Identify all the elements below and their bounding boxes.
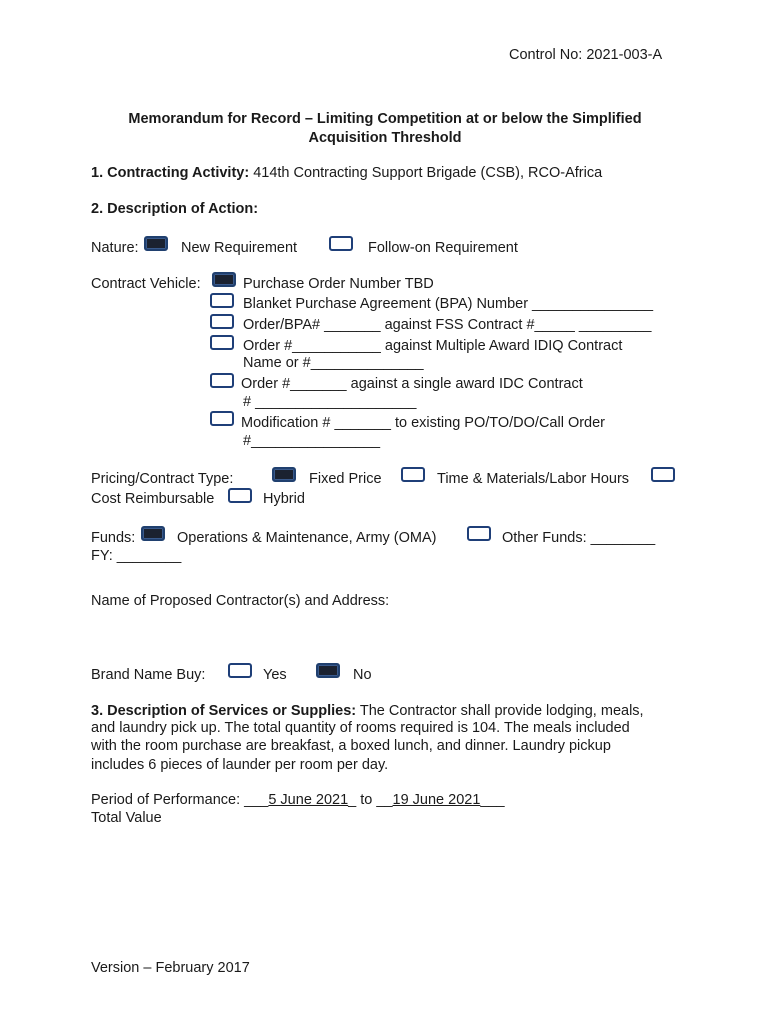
description-services-text1: The Contractor shall provide lodging, meals, [356, 703, 644, 719]
order-idiq-text: Order #___________ against Multiple Award IDIQ Contract [243, 338, 623, 354]
order-bpa-fss-checkbox[interactable] [210, 314, 234, 329]
period-mid: _ to __ [348, 792, 393, 808]
modification-checkbox[interactable] [210, 411, 234, 426]
new-requirement-label: New Requirement [181, 240, 298, 256]
purchase-order-text: Purchase Order Number TBD [243, 276, 434, 292]
pricing-contract-type-label: Pricing/Contract Type: [91, 471, 234, 487]
order-idiq-text-line2: Name or #______________ [243, 355, 424, 371]
cost-reimbursable-checkbox[interactable] [651, 467, 675, 482]
bpa-checkbox[interactable] [210, 293, 234, 308]
proposed-contractor-label: Name of Proposed Contractor(s) and Address: [91, 593, 390, 609]
contracting-activity-label: 1. Contracting Activity: [91, 165, 250, 181]
period-start-date: 5 June 2021 [268, 792, 349, 808]
brand-name-buy-label: Brand Name Buy: [91, 667, 206, 683]
purchase-order-checkbox[interactable] [212, 272, 236, 287]
oma-label: Operations & Maintenance, Army (OMA) [177, 530, 437, 546]
hybrid-checkbox[interactable] [228, 488, 252, 503]
order-single-idc-text-line2: # ____________________ [243, 394, 417, 410]
other-funds-checkbox[interactable] [467, 526, 491, 541]
description-services-line1 [91, 703, 644, 719]
new-requirement-checkbox[interactable] [144, 236, 168, 251]
cost-reimbursable-label: Cost Reimbursable [91, 491, 215, 507]
nature-label: Nature: [91, 240, 139, 256]
fixed-price-checkbox[interactable] [272, 467, 296, 482]
hybrid-label: Hybrid [263, 491, 305, 507]
follow-on-requirement-label: Follow-on Requirement [368, 240, 518, 256]
description-services-line4: includes 6 pieces of launder per room per day. [91, 757, 389, 773]
follow-on-requirement-checkbox[interactable] [329, 236, 353, 251]
modification-text-line2: #________________ [243, 433, 381, 449]
bpa-text: Blanket Purchase Agreement (BPA) Number _______________ [243, 296, 654, 312]
contracting-activity-value: 414th Contracting Support Brigade (CSB), RCO-Africa [249, 165, 603, 181]
brand-yes-checkbox[interactable] [228, 663, 252, 678]
fiscal-year-field: FY: ________ [91, 548, 182, 564]
brand-no-checkbox[interactable] [316, 663, 340, 678]
order-bpa-fss-text: Order/BPA# _______ against FSS Contract #_____ _________ [243, 317, 652, 333]
description-services-line3: with the room purchase are breakfast, a boxed lunch, and dinner. Laundry pickup [91, 738, 611, 754]
other-funds-label: Other Funds: ________ [502, 530, 656, 546]
funds-label: Funds: [91, 530, 136, 546]
description-services-heading: 3. Description of Services or Supplies: [91, 703, 357, 719]
period-end-date: 19 June 2021 [392, 792, 481, 808]
contracting-activity [91, 165, 602, 181]
period-of-performance [91, 792, 505, 808]
memo-title-line2: Acquisition Threshold [308, 130, 462, 146]
order-single-idc-text: Order #_______ against a single award IDC Contract [241, 376, 583, 392]
total-value-label: Total Value [91, 810, 162, 826]
control-number: Control No: 2021-003-A [509, 47, 663, 63]
time-materials-label: Time & Materials/Labor Hours [437, 471, 630, 487]
version-footer: Version – February 2017 [91, 960, 250, 976]
contract-vehicle-label: Contract Vehicle: [91, 276, 201, 292]
modification-text: Modification # _______ to existing PO/TO/DO/Call Order [241, 415, 606, 431]
order-idiq-checkbox[interactable] [210, 335, 234, 350]
fixed-price-label: Fixed Price [309, 471, 382, 487]
description-of-action-heading: 2. Description of Action: [91, 201, 259, 217]
period-pre-start: ___ [244, 792, 269, 808]
description-services-line2: and laundry pick up. The total quantity of rooms required is 104. The meals included [91, 720, 630, 736]
brand-yes-label: Yes [263, 667, 287, 683]
period-post: ___ [480, 792, 505, 808]
memo-title-line1: Memorandum for Record – Limiting Competition at or below the Simplified [128, 111, 642, 127]
time-materials-checkbox[interactable] [401, 467, 425, 482]
order-single-idc-checkbox[interactable] [210, 373, 234, 388]
period-label: Period of Performance: [91, 792, 245, 808]
oma-checkbox[interactable] [141, 526, 165, 541]
brand-no-label: No [353, 667, 372, 683]
